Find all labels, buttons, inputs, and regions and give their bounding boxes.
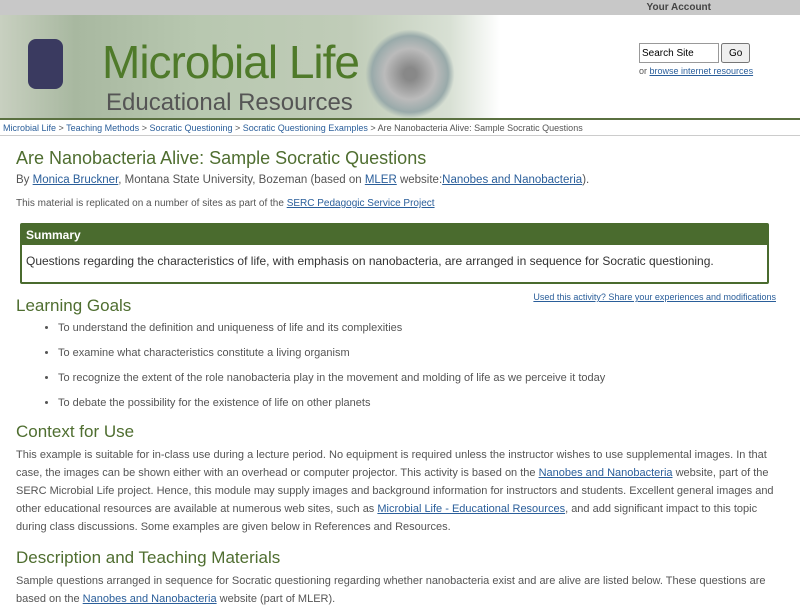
list-item: • To understand the definition and uniqueness of life and its complexities: [58, 322, 784, 334]
header: [0, 15, 800, 120]
mler-resources-link[interactable]: Microbial Life - Educational Resources: [377, 503, 566, 515]
crumb-microbial-life[interactable]: Microbial Life: [3, 123, 57, 133]
author-link[interactable]: Monica Bruckner: [32, 174, 119, 186]
breadcrumb: Microbial Life > Teaching Methods > Socratic Questioning > Socratic Questioning Examples > Are Nanobacteria Alive: Sample Socratic Questions: [0, 120, 800, 136]
nanobes-link[interactable]: Nanobes and Nanobacteria: [538, 467, 673, 479]
learning-goals-heading: Learning Goals: [16, 296, 132, 315]
description-heading: Description and Teaching Materials: [16, 548, 281, 567]
context-heading: Context for Use: [16, 422, 135, 441]
replicated-note: This material is replicated on a number of sites as part of the SERC Pedagogic Service Project: [16, 198, 435, 209]
nanobes-link[interactable]: Nanobes and Nanobacteria: [82, 593, 217, 605]
top-bar: [0, 0, 800, 15]
used-activity-link[interactable]: Used this activity? Share your experiences and modifications: [533, 292, 776, 302]
crumb-examples[interactable]: Socratic Questioning Examples: [242, 123, 368, 133]
page-title: Are Nanobacteria Alive: Sample Socratic Questions: [16, 148, 427, 168]
crumb-teaching-methods[interactable]: Teaching Methods: [66, 123, 140, 133]
summary-text: Questions regarding the characteristics of life, with emphasis on nanobacteria, are arranged in sequence for Socratic questioning.: [26, 254, 714, 268]
list-item: • To examine what characteristics constitute a living organism: [58, 347, 784, 359]
context-text: This example is suitable for in-class use during a lecture period. No equipment is required unless the instructor wishes to use supplemental images. In that case, the images can be shown either with an overhead or computer projector. This activity is based on the Nanobes and Nanobacteria website, part of the SERC Microbial Life project. Hence, this module may supply images and background information for instructors and students. Excellent general images and other educational resources are available at numerous web sites, such as Microbial Life - Educational Resources, and add significant impact to this topic during class discussions. Some examples are given below in References and Resources.: [16, 449, 774, 533]
crumb-current: Are Nanobacteria Alive: Sample Socratic Questions: [377, 123, 583, 133]
your-account-link[interactable]: Your Account: [646, 2, 711, 13]
summary-box: [20, 223, 769, 284]
logo-subtitle: Educational Resources: [106, 89, 353, 116]
go-button[interactable]: Go: [721, 43, 750, 63]
crumb-socratic-questioning[interactable]: Socratic Questioning: [149, 123, 233, 133]
summary-heading: Summary: [22, 225, 767, 245]
list-item: • To recognize the extent of the role nanobacteria play in the movement and molding of life as we perceive it today: [58, 372, 784, 384]
search-input[interactable]: [639, 43, 719, 63]
hiker-image: [28, 39, 63, 89]
mler-link[interactable]: MLER: [364, 174, 397, 186]
banner-image[interactable]: [0, 15, 500, 118]
list-item: • To debate the possibility for the existence of life on other planets: [58, 397, 784, 409]
learning-goals-list: [58, 322, 784, 409]
byline: By Monica Bruckner, Montana State University, Bozeman (based on MLER website:Nanobes and Nanobacteria).: [16, 174, 590, 186]
description-text: Sample questions arranged in sequence for Socratic questioning regarding whether nanobacteria exist and are alive are listed below. These questions are based on the Nanobes and Nanobacteria website (part of MLER).: [16, 575, 766, 605]
logo-title: Microbial Life: [102, 36, 359, 88]
serc-link[interactable]: SERC Pedagogic Service Project: [286, 198, 435, 209]
main-content: [0, 148, 800, 608]
browse-text: [639, 66, 753, 76]
search-form: [639, 43, 750, 63]
microbe-image: [365, 29, 455, 119]
nanobes-link[interactable]: Nanobes and Nanobacteria: [442, 174, 583, 186]
browse-link[interactable]: browse internet resources: [649, 66, 754, 76]
browse-prefix: or: [639, 66, 650, 76]
